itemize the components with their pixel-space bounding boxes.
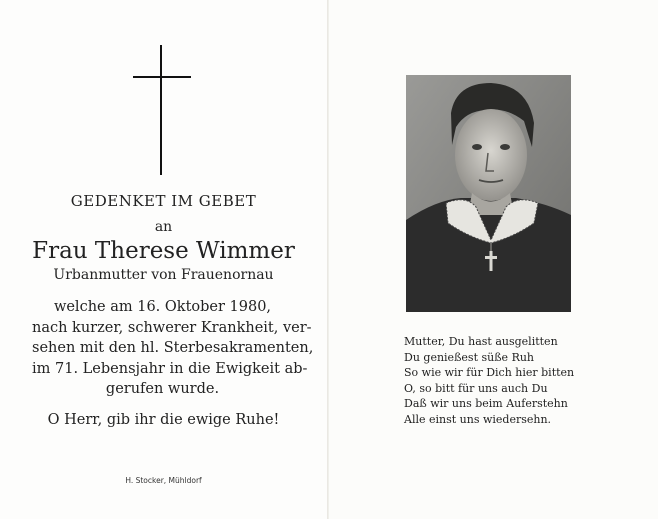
poem-line: Mutter, Du hast ausgelitten [404,335,558,348]
notice-line: im 71. Lebensjahr in die Ewigkeit ab- [32,360,308,377]
poem-line: Daß wir uns beim Auferstehn [404,397,568,410]
death-notice [32,297,314,400]
printer-credit: H. Stocker, Mühldorf [125,476,202,485]
cross-icon [133,45,191,175]
poem [404,334,574,427]
poem-line: Du genießest süße Ruh [404,350,535,364]
notice-line: welche am 16. Oktober 1980, [53,299,272,315]
subtitle: Urbanmutter von Frauenornau [53,267,274,283]
notice-line: sehen mit den hl. Sterbesakramenten, [32,340,314,356]
prayer-text: O Herr, gib ihr die ewige Ruhe! [47,412,280,428]
poem-line: So wie wir für Dich hier bitten [404,366,575,379]
an-text: an [154,219,173,235]
portrait-photo [406,75,571,312]
poem-line: Alle einst uns wiedersehn. [404,412,552,426]
notice-line: nach kurzer, schwerer Krankheit, ver- [32,319,312,336]
portrait-image [406,75,571,312]
poem-line: O, so bitt für uns auch Du [404,381,548,395]
left-panel [0,0,327,519]
header-text: GEDENKET IM GEBET [70,192,257,210]
deceased-name: Frau Therese Wimmer [32,238,295,264]
notice-line: gerufen wurde. [105,381,220,397]
